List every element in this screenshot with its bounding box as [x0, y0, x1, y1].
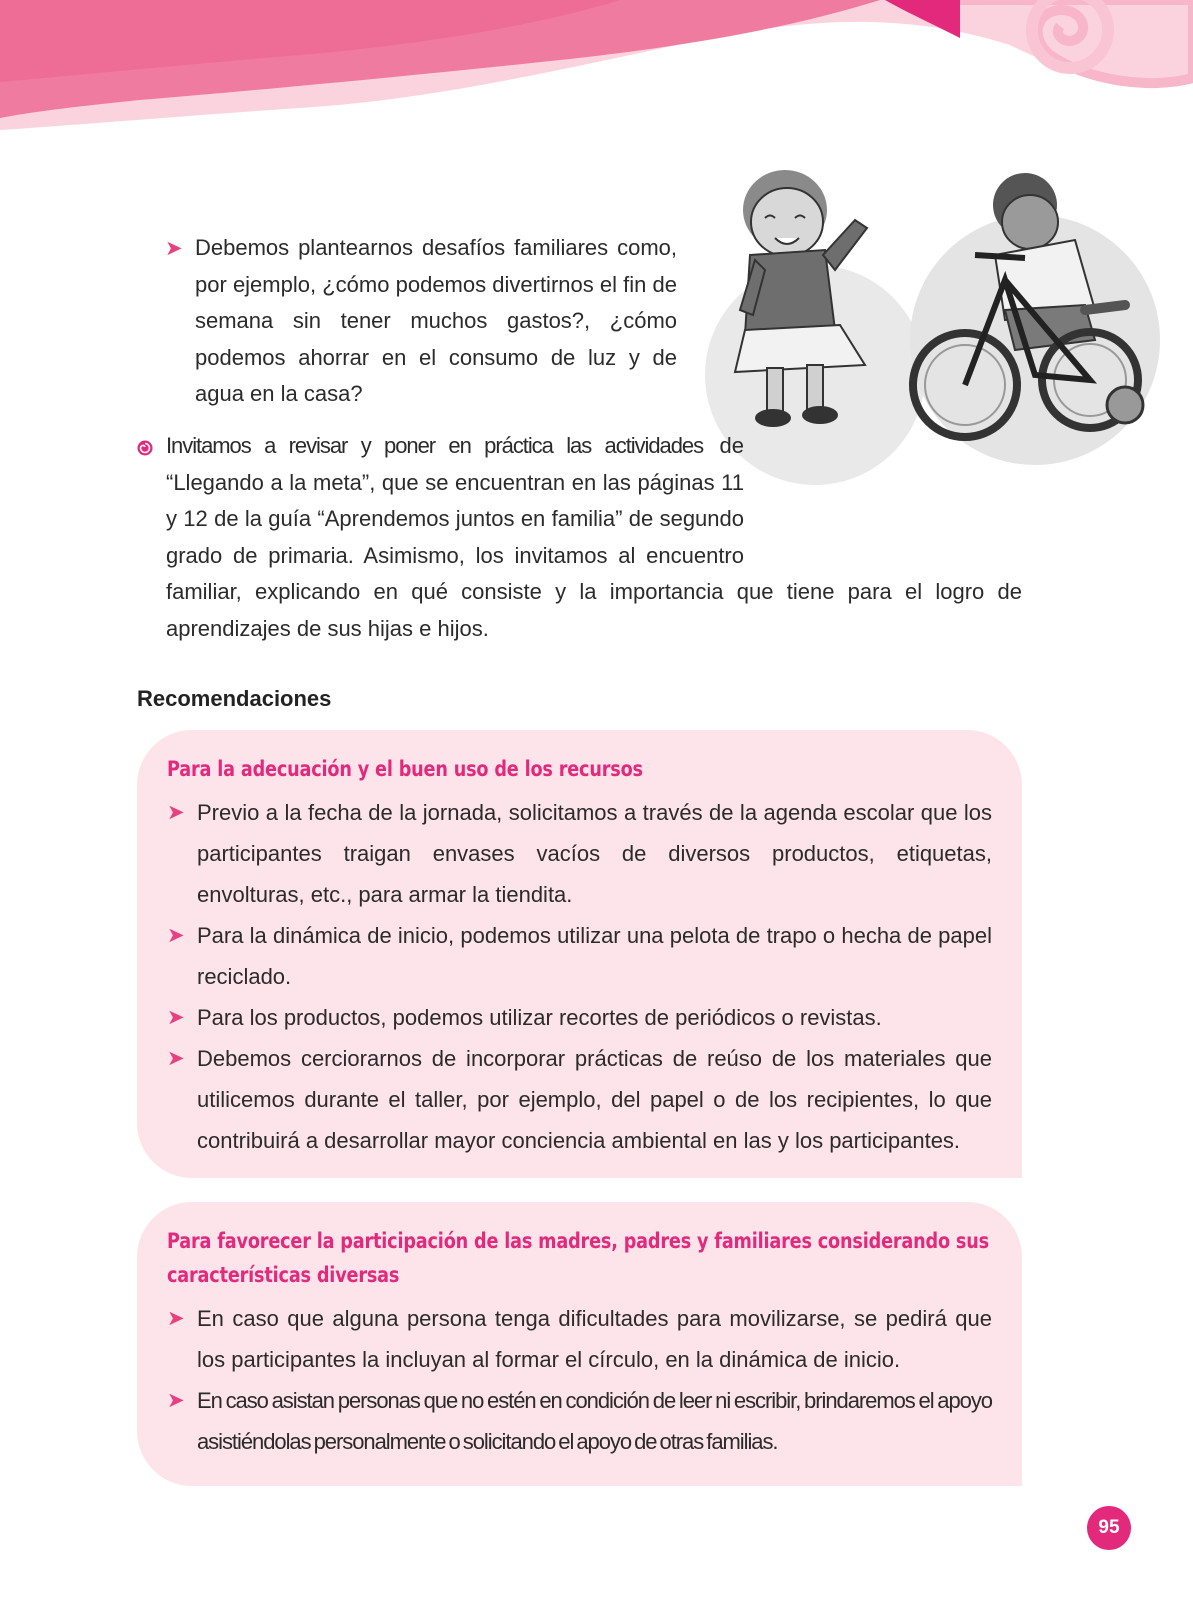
list-item — [167, 1038, 992, 1161]
chevron-right-icon: ➤ — [167, 1005, 185, 1029]
invite-text-rest: de “Llegando a la meta”, que se encuentran en las páginas 11 y 12 de la guía “Aprendemos juntos en familia” de segundo grado de primaria. Asimismo, los invitamos al encuentro familiar, explicando en qué consiste y la importancia que tiene para el logro de aprendizajes de sus hijas e hijos. — [166, 433, 1022, 641]
list-item-text: En caso asistan personas que no estén en condición de leer ni escribir, brindaremos el apoyo asistiéndolas personalmente o solicitando el apoyo de otras familias. — [197, 1388, 992, 1454]
list-item — [167, 792, 992, 915]
list-item — [167, 1298, 992, 1380]
chevron-right-icon: ➤ — [167, 1388, 184, 1412]
invite-paragraph — [137, 428, 1022, 647]
header-wave-decoration — [0, 0, 1193, 170]
list-item — [165, 230, 677, 413]
list-item-text: Debemos cerciorarnos de incorporar prácticas de reúso de los materiales que utilicemos durante el taller, por ejemplo, del papel o de los recipientes, lo que contribuirá a desarrollar mayor conciencia ambiental en las y los participantes. — [197, 1046, 992, 1153]
intro-bullet-list — [165, 230, 677, 413]
chevron-right-icon: ➤ — [165, 236, 183, 260]
recommendations-heading: Recomendaciones — [137, 686, 332, 711]
list-item — [167, 997, 992, 1038]
recommendations-box-participation — [137, 1202, 1022, 1486]
list-item — [167, 915, 992, 997]
list-item — [167, 1380, 992, 1462]
box-title: Para la adecuación y el buen uso de los recursos — [167, 757, 643, 781]
swirl-icon — [137, 440, 153, 456]
recommendations-box-resources — [137, 730, 1022, 1178]
chevron-right-icon: ➤ — [167, 1306, 185, 1330]
chevron-right-icon: ➤ — [167, 800, 185, 824]
bullet-list — [167, 792, 992, 1161]
list-item-text: Para la dinámica de inicio, podemos utilizar una pelota de trapo o hecha de papel reciclado. — [197, 923, 992, 989]
bullet-list — [167, 1298, 992, 1462]
list-item-text: Debemos plantearnos desafíos familiares como, por ejemplo, ¿cómo podemos divertirnos el fin de semana sin tener muchos gastos?, ¿cómo podemos ahorrar en el consumo de luz y de agua en la casa? — [195, 235, 677, 406]
invite-text-line-1: Invitamos a revisar y poner en práctica las actividades — [166, 433, 704, 458]
list-item-text: Previo a la fecha de la jornada, solicitamos a través de la agenda escolar que los participantes traigan envases vacíos de diversos productos, etiquetas, envolturas, etc., para armar la tiendita. — [197, 800, 992, 907]
list-item-text: En caso que alguna persona tenga dificultades para movilizarse, se pedirá que los participantes la incluyan al formar el círculo, en la dinámica de inicio. — [197, 1306, 992, 1372]
list-item-text: Para los productos, podemos utilizar recortes de periódicos o revistas. — [197, 1005, 882, 1030]
chevron-right-icon: ➤ — [167, 923, 185, 947]
box-title: Para favorecer la participación de las madres, padres y familiares considerando sus características diversas — [167, 1229, 989, 1287]
page-number-badge: 95 — [1087, 1506, 1131, 1550]
chevron-right-icon: ➤ — [167, 1046, 185, 1070]
